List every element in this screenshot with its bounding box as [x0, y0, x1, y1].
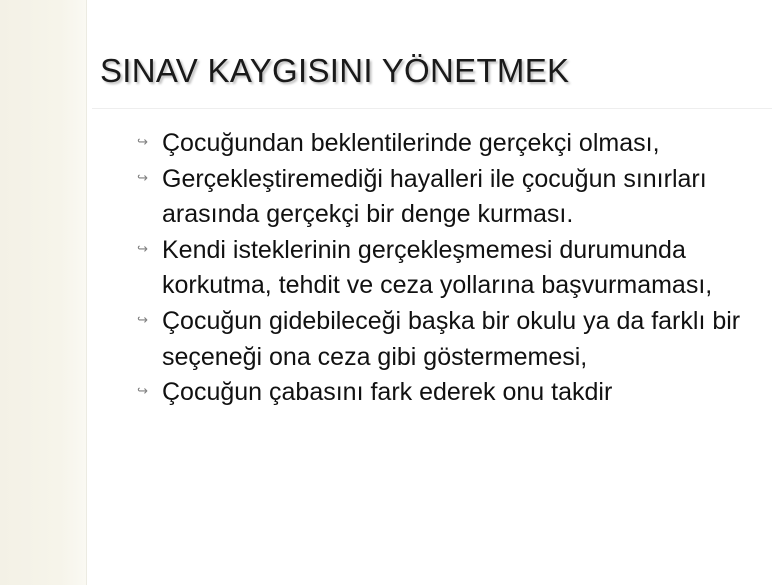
curved-arrow-bullet-icon: ↪ [137, 383, 148, 399]
bullet-item [135, 126, 765, 162]
bullet-item [135, 162, 765, 233]
slide-title: SINAV KAYGISINI YÖNETMEK [100, 52, 570, 89]
curved-arrow-bullet-icon: ↪ [137, 240, 148, 256]
bullet-text: Çocuğundan beklentilerinde gerçekçi olması, [162, 129, 660, 157]
bullet-text: Gerçekleştiremediği hayalleri ile çocuğun sınırları arasında gerçekçi bir denge kurması. [162, 164, 707, 229]
bullet-item [135, 233, 765, 304]
bullet-text: Çocuğun çabasını fark ederek onu takdir [162, 378, 613, 407]
side-band-divider [86, 0, 87, 585]
curved-arrow-bullet-icon: ↪ [137, 311, 148, 327]
bullet-item [135, 304, 765, 375]
curved-arrow-bullet-icon: ↪ [137, 169, 148, 185]
bullet-list [135, 126, 765, 411]
bullet-item [135, 375, 765, 411]
decorative-side-band [0, 0, 86, 585]
bullet-text: Kendi isteklerinin gerçekleşmemesi durumunda korkutma, tehdit ve ceza yollarına başvurmaması, [162, 235, 713, 300]
curved-arrow-bullet-icon: ↪ [137, 134, 148, 149]
bullet-text: Çocuğun gidebileceği başka bir okulu ya da farklı bir seçeneği ona ceza gibi göstermemesi, [162, 306, 741, 371]
